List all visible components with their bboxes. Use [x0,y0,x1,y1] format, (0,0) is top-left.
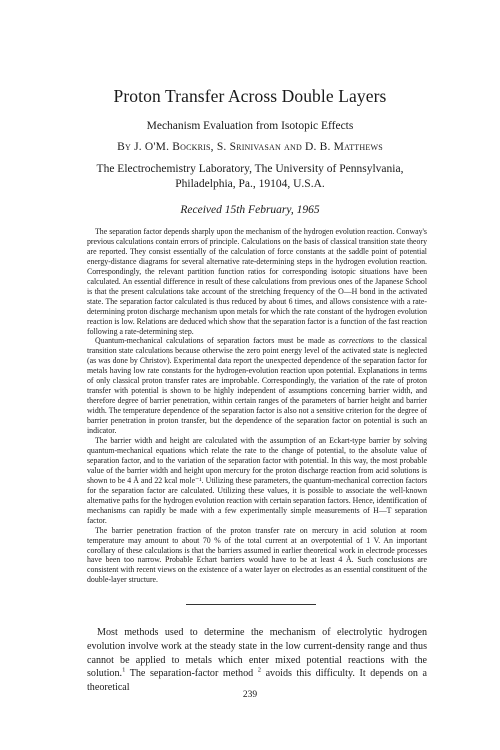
affiliation [0,162,500,192]
received-date: Received 15th February, 1965 [180,204,320,216]
body-text [87,626,427,695]
abstract-paragraph-2-start: Quantum-mechanical calculations of separation factors must be made as [95,336,339,346]
section-divider [186,604,316,605]
page-number: 239 [242,690,258,700]
affiliation-line-1: The Electrochemistry Laboratory, The University of Pennsylvania, [96,163,404,175]
abstract-paragraph-1: The separation factor depends sharply upon the mechanism of the hydrogen evolution reaction. Conway's previous calculations contain errors of principle. Calculations on the basis of classical transition state theory are reported. They consist essentially of the calculation of force constants at the saddle point of potential energy-distance diagrams for several alternative rate-determining steps in the hydrogen evolution reaction. Correspondingly, the relevant partition function ratios for corresponding isotopic situations have been calculated. An essential difference in result of these calculations from previous ones of the Japanese School is that the present calculations take account of the stretching frequency of the O—H bond in the activated state. The separation factor calculated is thus reduced by about 6 times, and allows consistence with a rate-determining proton discharge mechanism upon metals for which the rate constant of the hydrogen evolution reaction is low. Relations are deduced which show that the separation factor is a function of the fast reaction following a rate-determining step. [87,227,427,336]
body-part-3: avoids this difficulty. It depends on a theoretical [87,668,427,694]
abstract-paragraph-2 [87,336,427,436]
abstract-emphasis: corrections [338,336,374,346]
abstract [87,227,427,585]
body-part-1: Most methods used to determine the mechanism of electrolytic hydrogen evolution involve work at the steady state in the low current-density range and thus cannot be applied to metals which enter mixed potential reactions with the solution. [87,627,427,680]
body-part-2: The separation-factor method [125,668,258,680]
abstract-paragraph-3: The barrier width and height are calculated with the assumption of an Eckart-type barrier by solving quantum-mechanical equations which relate the rate to the change of potential, to the absolute value of separation factor, and to the variation of the separation factor with potential. In this way, the most probable value of the barrier width and height upon mercury for the proton discharge reaction from acid solutions is shown to be 4 Å and 22 kcal mole⁻¹. Utilizing these parameters, the quantum-mechanical correction factors for the separation factor are calculated. Utilizing these values, it is possible to associate the well-known alternative paths for the hydrogen evolution reaction with certain separation factors. Hence, identification of mechanisms can rapidly be made with a few experimentally simple measurements of H—T separation factor. [87,436,427,525]
body-paragraph [87,626,427,695]
article-authors: By J. O'M. Bockris, S. Srinivasan and D. B. Matthews [117,141,383,153]
affiliation-line-2: Philadelphia, Pa., 19104, U.S.A. [175,178,325,190]
reference-marker-2[interactable]: 2 [257,667,261,675]
reference-marker-1[interactable]: 1 [122,667,126,675]
article-title: Proton Transfer Across Double Layers [113,86,387,106]
abstract-paragraph-2-end: to the classical transition state calculations because otherwise the zero point energy level of the activated state is neglected (as was done by Christov). Experimental data report the unexpected dependence of the separation factor for metals having low rate constants for the hydrogen-evolution reaction upon potential. Explanations in terms of only classical proton transfer rates are improbable. Correspondingly, the variation of the rate of proton transfer with potential is shown to be highly independent of assumptions concerning barrier width, and therefore degree of barrier penetration, within certain ranges of the parameters of barrier height and barrier width. The temperature dependence of the separation factor is also not a sensitive criterion for the degree of barrier penetration in proton transfer, but the dependence of the separation factor on potential is such an indicator. [87,336,427,436]
article-subtitle: Mechanism Evaluation from Isotopic Effects [146,120,354,132]
abstract-paragraph-4: The barrier penetration fraction of the proton transfer rate on mercury in acid solution at room temperature may amount to about 70 % of the total current at an overpotential of 1 V. An important corollary of these calculations is that the barriers assumed in earlier theoretical work in electrode processes have been too narrow. Probable Echart barriers would have to be at least 4 Å. Such conclusions are consistent with recent views on the existence of a water layer on electrodes as an essential constituent of the double-layer structure. [87,525,427,585]
